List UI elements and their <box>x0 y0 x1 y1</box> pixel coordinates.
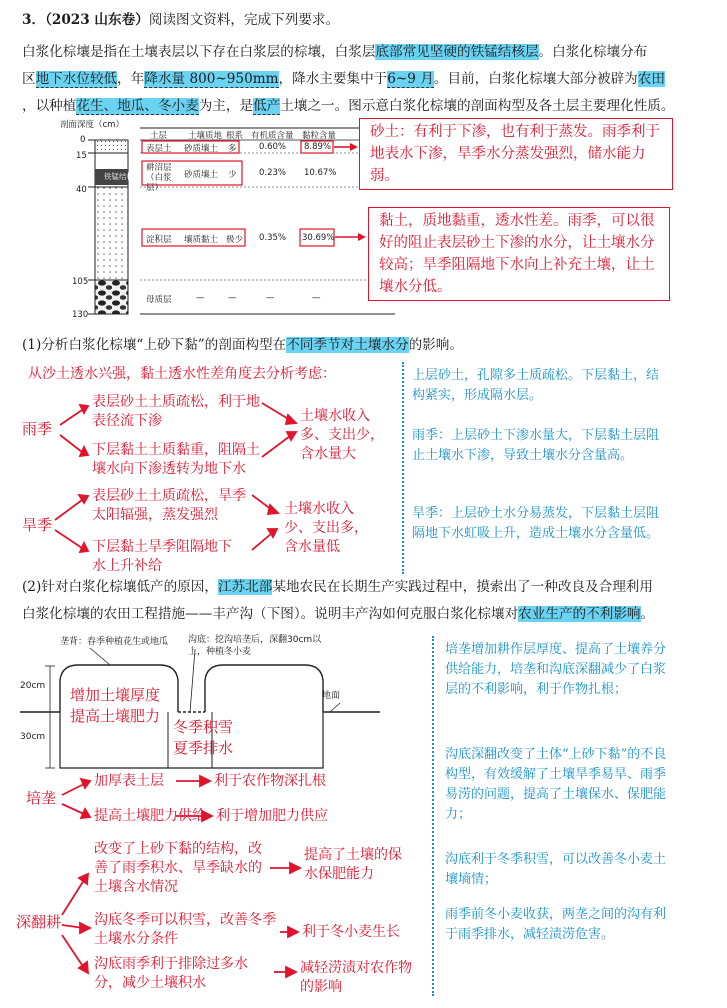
depth-tick-130: 130 <box>72 310 89 320</box>
intro-line-2: 区地下水位较低，年降水量 800~950mm，降水主要集中于6~9 月。目前，白浆化棕壤大部分被辟为农田 <box>22 71 665 87</box>
row2-clay: 10.67% <box>304 168 337 178</box>
q2-answer-3: 沟底利于冬季积雪，可以改善冬小麦土壤墒情； <box>445 852 667 887</box>
th-organic: 有机质含量 <box>251 131 294 141</box>
row3-roots: 极少 <box>226 235 244 245</box>
q2-highlight-region: 江苏北部 <box>217 579 273 595</box>
depth-tick-105: 105 <box>72 277 89 287</box>
q2-peilong-1-result: 利于农作物深扎根 <box>214 773 326 789</box>
row4-roots: — <box>228 293 237 303</box>
question-instruction: 阅读图文资料，完成下列要求。 <box>148 12 340 28</box>
th-roots: 根系 <box>226 131 244 141</box>
q2-highlight-effect: 农业生产的不利影响 <box>518 606 641 622</box>
row4-layer: 母质层 <box>146 295 172 305</box>
row3-layer: 淀积层 <box>146 235 172 245</box>
th-layer: 土层 <box>150 131 168 141</box>
q1-answer-1: 上层砂土，孔隙多土质疏松。下层黏土，结构紧实，形成隔水层。 <box>412 368 660 403</box>
row3-organic: 0.35% <box>259 233 287 243</box>
row3-clay: 30.69% <box>302 233 335 243</box>
nodule-layer-label: 铁锰结核层 <box>104 172 142 181</box>
q1-hint: 从沙土透水兴强，黏土透水性差角度去分析考虑： <box>28 366 336 382</box>
q1-dry-1: 表层砂土土质疏松，旱季太阳辐强，蒸发强烈 <box>92 488 246 523</box>
depth-axis-label: 剖面深度（cm） <box>60 120 124 130</box>
row1-clay: 8.89% <box>304 142 332 152</box>
q2-shengeng-1-result: 提高了土壤的保水保肥能力 <box>304 847 402 882</box>
q2-prompt-line-1: (2)针对白浆化棕壤低产的原因，江苏北部某地农民在长期生产实践过程中，摸索出了一种改良及合理利用 <box>22 579 653 595</box>
dim-20cm: 20cm <box>20 681 46 691</box>
row1-layer: 表层土 <box>146 144 172 154</box>
q2-shengeng-3: 沟底雨季利于排除过多水分，减少土壤积水 <box>94 956 248 991</box>
q2-peilong-label: 培垄 <box>26 789 57 807</box>
q1-answer-2: 雨季：上层砂土下渗水量大，下层黏土层阻止土壤水下渗，导致土壤水分含量高。 <box>412 428 660 463</box>
row2-organic: 0.23% <box>259 168 287 178</box>
note-clay-box: 黏土，质地黏重，透水性差。雨季，可以很好的阻止表层砂土下渗的水分，让土壤水分较高；旱季阻隔地下水向上补充土壤，让土壤水分低。 <box>368 207 670 301</box>
question-number: 3． <box>22 12 46 28</box>
q1-dry-label: 旱季 <box>22 516 53 534</box>
q1-dry-2: 下层黏土旱季阻隔地下水上升补给 <box>92 539 232 574</box>
q2-shengeng-2: 沟底冬季可以积雪，改善冬季土壤水分条件 <box>94 912 276 947</box>
q2-answer-2: 沟底深翻改变了土体“上砂下黏”的不良构型，有效缓解了土壤旱季易旱、雨季易涝的问题，提高了土壤保水、保肥能力； <box>445 747 667 822</box>
depth-tick-15: 15 <box>76 151 87 161</box>
depth-tick-40: 40 <box>76 185 87 195</box>
fig2-ditch-note: 冬季积雪夏季排水 <box>173 718 234 757</box>
row3-texture: 壤质黏土 <box>184 235 219 245</box>
dim-30cm: 30cm <box>20 732 46 742</box>
q1-prompt: (1)分析白浆化棕壤“上砂下黏”的剖面构型在不同季节对土壤水分的影响。 <box>22 337 463 353</box>
row2-texture: 砂质壤土 <box>184 170 219 180</box>
q2-peilong-2-result: 利于增加肥力供应 <box>216 808 328 824</box>
q2-shengeng-1: 改变了上砂下黏的结构，改善了雨季积水、旱季缺水的土壤含水情况 <box>94 841 262 895</box>
q2-shengeng-2-result: 利于冬小麦生长 <box>302 924 400 940</box>
q2-answer-4: 雨季前冬小麦收获，两垄之间的沟有利于雨季排水，减轻渍涝危害。 <box>445 907 667 942</box>
q2-shengeng-3-result: 减轻涝渍对农作物的影响 <box>300 960 412 995</box>
highlight-nodule: 底部常见坚硬的铁锰结核层 <box>375 44 539 60</box>
question-source: （2023 山东卷） <box>45 12 149 28</box>
q1-rain-2: 下层黏土土质黏重，阻隔土壤水向下渗透转为地下水 <box>92 442 260 477</box>
q1-rain-result: 土壤水收入多、支出少，含水量大 <box>300 408 384 462</box>
th-clay: 黏粒含量 <box>302 131 337 141</box>
row1-texture: 砂质壤土 <box>184 144 219 154</box>
q1-dry-result: 土壤水收入少、支出多，含水量低 <box>284 501 368 555</box>
ground-label: 地面 <box>322 691 341 701</box>
q1-rain-label: 雨季 <box>22 420 53 438</box>
row2-roots: 少 <box>228 170 237 180</box>
q1-rain-1: 表层砂土土质疏松，利于地表径流下渗 <box>92 394 260 429</box>
ditch-label: 沟底：挖沟培垄后，深翻30cm以上，种植冬小麦 <box>188 635 322 657</box>
q1-highlight: 不同季节对土壤水分 <box>286 337 409 353</box>
row1-organic: 0.60% <box>259 142 287 152</box>
intro-line-1: 白浆化棕壤是指在土壤表层以下存在白浆层的棕壤，白浆层底部常见坚硬的铁锰结核层。白浆化棕壤分布 <box>22 44 648 60</box>
q2-shengeng-label: 深翻耕 <box>16 913 62 931</box>
q2-peilong-2: 提高土壤肥力供给 <box>94 808 206 824</box>
row4-organic: — <box>266 293 275 303</box>
note-sand-box: 砂土：有利于下渗，也有利于蒸发。雨季利于地表水下渗，旱季水分蒸发强烈，储水能力弱。 <box>359 118 673 190</box>
q2-prompt-line-2: 白浆化棕壤的农田工程措施——丰产沟（下图）。说明丰产沟如何克服白浆化棕壤对农业生产的不利影响。 <box>22 606 655 622</box>
q2-peilong-1: 加厚表土层 <box>94 773 164 789</box>
row2-layer: 耕沼层（白浆层） <box>146 163 172 193</box>
intro-line-3: ，以种植花生、地瓜、冬小麦为主，是低产土壤之一。图示意白浆化棕壤的剖面构型及各土层主要理化性质。 <box>22 98 675 114</box>
q1-answer-3: 旱季：上层砂土水分易蒸发，下层黏土层阻隔地下水虹吸上升，造成土壤水分含量低。 <box>412 506 660 541</box>
q2-divider <box>432 636 434 996</box>
row4-texture: — <box>196 293 205 303</box>
row1-roots: 多 <box>228 144 237 154</box>
depth-tick-0: 0 <box>80 135 86 145</box>
th-texture: 土壤质地 <box>188 131 223 141</box>
row4-clay: — <box>312 293 321 303</box>
q2-answer-1: 培垄增加耕作层厚度、提高了土壤养分供给能力，培垄和沟底深翻减少了白浆层的不利影响，利于作物扎根； <box>445 642 667 697</box>
fig2-ridge-note: 增加土壤厚度提高土壤肥力 <box>70 686 161 725</box>
ridge-label: 垄背：春季种植花生或地瓜 <box>60 637 169 647</box>
